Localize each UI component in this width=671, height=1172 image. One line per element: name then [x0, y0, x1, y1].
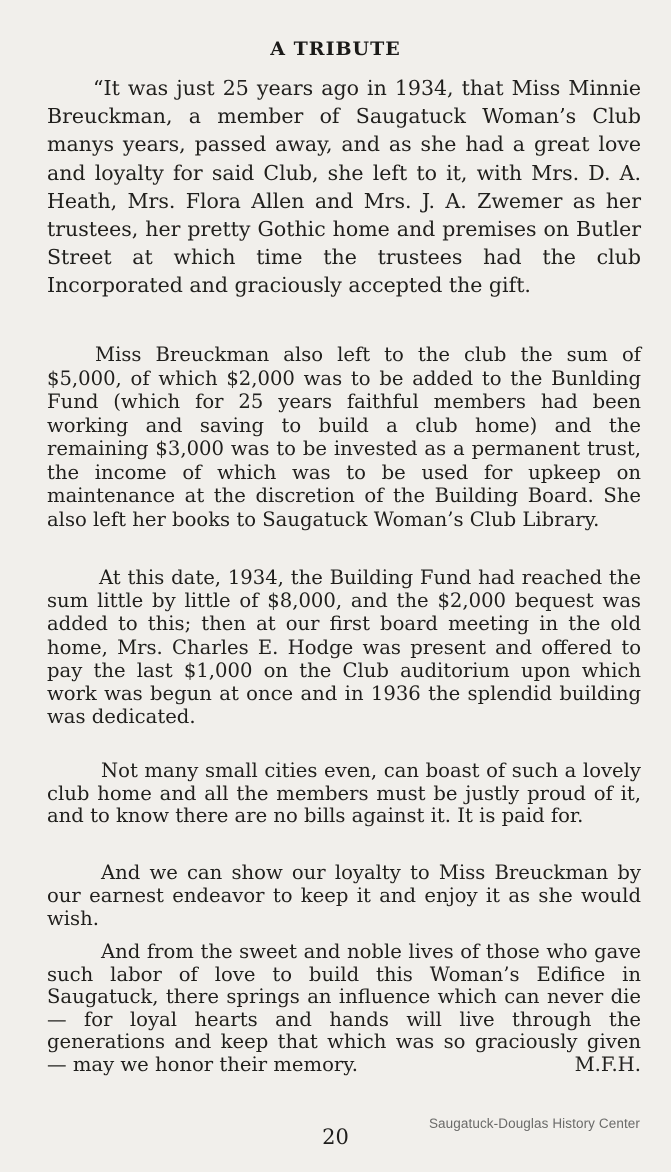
article-title: A TRIBUTE: [270, 38, 401, 60]
paragraph-5: And we can show our loyalty to Miss Breuckman by our earnest endeavor to keep it and enjoy it as she would wish.: [47, 861, 641, 930]
paragraph-2: Miss Breuckman also left to the club the sum of $5,000, of which $2,000 was to be added to the Bunlding Fund (which for 25 years faithful members had been working and saving to build a club home) and the remaining $3,000 was to be invested as a permanent trust, the income of which was to be used for upkeep on maintenance at the discretion of the Building Board. She also left her books to Saugatuck Woman’s Club Library.: [47, 343, 641, 531]
signature-initials: M.F.H.: [574, 1052, 641, 1076]
paragraph-6-text: And from the sweet and noble lives of those who gave such labor of love to build this Woman’s Edifice in Saugatuck, there springs an influence which can never die — for loyal hearts and hands will live through the generations and keep that which was so graciously given — may we honor their memory.: [47, 940, 641, 1076]
paragraph-6: [47, 941, 641, 1077]
paragraph-3: At this date, 1934, the Building Fund had reached the sum little by little of $8,000, and the $2,000 bequest was added to this; then at our first board meeting in the old home, Mrs. Charles E. Hodge was present and offered to pay the last $1,000 on the Club auditorium upon which work was begun at once and in 1936 the splendid building was dedicated.: [47, 566, 641, 729]
paragraph-4: Not many small cities even, can boast of such a lovely club home and all the members must be justly proud of it, and to know there are no bills against it. It is paid for.: [47, 759, 641, 827]
source-watermark: Saugatuck-Douglas History Center: [428, 1116, 640, 1131]
paragraph-1: “It was just 25 years ago in 1934, that Miss Minnie Breuckman, a member of Saugatuck Woman’s Club manys years, passed away, and as she had a great love and loyalty for said Club, she left to it, with Mrs. D. A. Heath, Mrs. Flora Allen and Mrs. J. A. Zwemer as her trustees, her pretty Gothic home and premises on Butler Street at which time the trustees had the club Incorporated and graciously accepted the gift.: [47, 76, 641, 298]
page-number: 20: [322, 1125, 349, 1149]
